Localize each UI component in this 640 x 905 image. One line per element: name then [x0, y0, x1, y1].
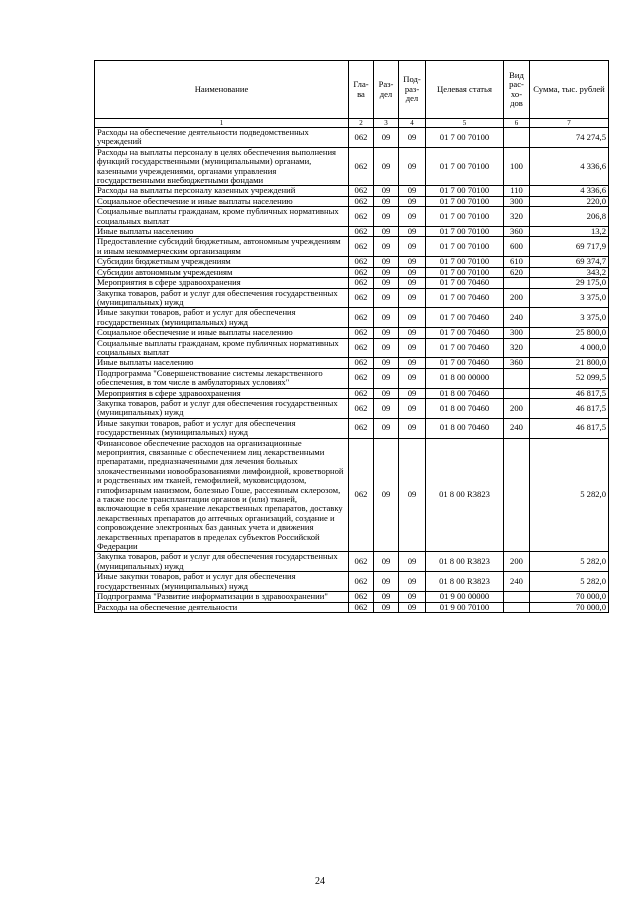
row-podrazdel: 09	[399, 572, 426, 592]
row-expense-type	[504, 438, 530, 552]
column-number: 1	[95, 119, 349, 128]
row-expense-type: 360	[504, 358, 530, 368]
row-podrazdel: 09	[399, 592, 426, 602]
row-expense-type: 240	[504, 572, 530, 592]
row-glava: 062	[349, 368, 374, 388]
table-row	[95, 368, 609, 388]
table-row	[95, 592, 609, 602]
row-podrazdel: 09	[399, 267, 426, 277]
row-sum: 5 282,0	[530, 438, 609, 552]
row-name: Иные выплаты населению	[95, 227, 349, 237]
table-row	[95, 267, 609, 277]
row-glava: 062	[349, 207, 374, 227]
row-podrazdel: 09	[399, 257, 426, 267]
row-razdel: 09	[374, 358, 399, 368]
row-podrazdel: 09	[399, 237, 426, 257]
row-razdel: 09	[374, 398, 399, 418]
row-razdel: 09	[374, 186, 399, 196]
row-name: Субсидии автономным учреждениям	[95, 267, 349, 277]
row-name: Расходы на обеспечение деятельности	[95, 602, 349, 612]
row-expense-type: 610	[504, 257, 530, 267]
row-glava: 062	[349, 227, 374, 237]
row-podrazdel: 09	[399, 418, 426, 438]
row-podrazdel: 09	[399, 288, 426, 308]
row-sum: 5 282,0	[530, 552, 609, 572]
row-name: Расходы на выплаты персоналу казенных учреждений	[95, 186, 349, 196]
row-target-article: 01 7 00 70100	[426, 186, 504, 196]
header-expense-type: Вид рас-хо-дов	[504, 61, 530, 119]
row-expense-type	[504, 278, 530, 288]
row-target-article: 01 7 00 70460	[426, 278, 504, 288]
row-glava: 062	[349, 398, 374, 418]
column-number: 4	[399, 119, 426, 128]
row-glava: 062	[349, 592, 374, 602]
row-razdel: 09	[374, 288, 399, 308]
row-target-article: 01 8 00 70460	[426, 398, 504, 418]
row-expense-type: 110	[504, 186, 530, 196]
table-row	[95, 147, 609, 186]
row-razdel: 09	[374, 602, 399, 612]
row-podrazdel: 09	[399, 602, 426, 612]
row-sum: 46 817,5	[530, 418, 609, 438]
row-razdel: 09	[374, 338, 399, 358]
row-name: Предоставление субсидий бюджетным, автономным учреждениям и иным некоммерческим организациям	[95, 237, 349, 257]
row-sum: 69 717,9	[530, 237, 609, 257]
table-row	[95, 338, 609, 358]
row-name: Субсидии бюджетным учреждениям	[95, 257, 349, 267]
header-glava: Гла-ва	[349, 61, 374, 119]
row-name: Закупка товаров, работ и услуг для обеспечения государственных (муниципальных) нужд	[95, 288, 349, 308]
row-sum: 52 099,5	[530, 368, 609, 388]
row-sum: 70 000,0	[530, 602, 609, 612]
row-sum: 4 336,6	[530, 186, 609, 196]
row-glava: 062	[349, 308, 374, 328]
row-sum: 25 800,0	[530, 328, 609, 338]
table-row	[95, 186, 609, 196]
header-podrazdel: Под-раз-дел	[399, 61, 426, 119]
row-podrazdel: 09	[399, 368, 426, 388]
row-expense-type: 240	[504, 418, 530, 438]
row-expense-type: 100	[504, 147, 530, 186]
row-target-article: 01 7 00 70100	[426, 237, 504, 257]
row-sum: 69 374,7	[530, 257, 609, 267]
row-target-article: 01 7 00 70460	[426, 308, 504, 328]
row-target-article: 01 7 00 70100	[426, 128, 504, 148]
row-sum: 46 817,5	[530, 398, 609, 418]
table-row	[95, 398, 609, 418]
row-target-article: 01 7 00 70100	[426, 196, 504, 206]
row-sum: 4 336,6	[530, 147, 609, 186]
table-row	[95, 358, 609, 368]
row-glava: 062	[349, 572, 374, 592]
row-name: Мероприятия в сфере здравоохранения	[95, 388, 349, 398]
table-body	[95, 128, 609, 613]
row-glava: 062	[349, 257, 374, 267]
table-row	[95, 237, 609, 257]
row-glava: 062	[349, 602, 374, 612]
row-razdel: 09	[374, 128, 399, 148]
row-expense-type	[504, 368, 530, 388]
row-razdel: 09	[374, 328, 399, 338]
row-podrazdel: 09	[399, 147, 426, 186]
row-glava: 062	[349, 278, 374, 288]
row-name: Иные выплаты населению	[95, 358, 349, 368]
table-row	[95, 552, 609, 572]
row-razdel: 09	[374, 267, 399, 277]
row-target-article: 01 8 00 00000	[426, 368, 504, 388]
row-name: Закупка товаров, работ и услуг для обеспечения государственных (муниципальных) нужд	[95, 552, 349, 572]
header-razdel: Раз-дел	[374, 61, 399, 119]
column-number: 6	[504, 119, 530, 128]
row-glava: 062	[349, 338, 374, 358]
row-expense-type	[504, 602, 530, 612]
row-expense-type: 320	[504, 338, 530, 358]
row-razdel: 09	[374, 572, 399, 592]
row-sum: 46 817,5	[530, 388, 609, 398]
row-razdel: 09	[374, 388, 399, 398]
table-row	[95, 257, 609, 267]
row-glava: 062	[349, 186, 374, 196]
row-target-article: 01 8 00 R3823	[426, 572, 504, 592]
row-target-article: 01 7 00 70460	[426, 288, 504, 308]
table-row	[95, 278, 609, 288]
row-target-article: 01 7 00 70460	[426, 358, 504, 368]
row-razdel: 09	[374, 368, 399, 388]
table-row	[95, 308, 609, 328]
table-row	[95, 128, 609, 148]
row-podrazdel: 09	[399, 552, 426, 572]
table-row	[95, 328, 609, 338]
row-glava: 062	[349, 267, 374, 277]
row-name: Социальные выплаты гражданам, кроме публичных нормативных социальных выплат	[95, 207, 349, 227]
row-target-article: 01 8 00 R3823	[426, 552, 504, 572]
table-row	[95, 572, 609, 592]
row-sum: 5 282,0	[530, 572, 609, 592]
budget-table	[94, 60, 609, 613]
row-expense-type: 360	[504, 227, 530, 237]
row-razdel: 09	[374, 207, 399, 227]
row-name: Закупка товаров, работ и услуг для обеспечения государственных (муниципальных) нужд	[95, 398, 349, 418]
row-target-article: 01 9 00 00000	[426, 592, 504, 602]
row-razdel: 09	[374, 147, 399, 186]
table-header	[95, 61, 609, 128]
row-podrazdel: 09	[399, 128, 426, 148]
row-target-article: 01 7 00 70100	[426, 207, 504, 227]
row-glava: 062	[349, 288, 374, 308]
row-glava: 062	[349, 237, 374, 257]
row-glava: 062	[349, 418, 374, 438]
row-podrazdel: 09	[399, 186, 426, 196]
row-target-article: 01 8 00 70460	[426, 418, 504, 438]
row-target-article: 01 9 00 70100	[426, 602, 504, 612]
row-razdel: 09	[374, 257, 399, 267]
row-target-article: 01 8 00 70460	[426, 388, 504, 398]
row-expense-type	[504, 388, 530, 398]
table-row	[95, 418, 609, 438]
row-name: Социальные выплаты гражданам, кроме публичных нормативных социальных выплат	[95, 338, 349, 358]
table-row	[95, 227, 609, 237]
row-glava: 062	[349, 147, 374, 186]
row-glava: 062	[349, 388, 374, 398]
row-podrazdel: 09	[399, 398, 426, 418]
row-sum: 4 000,0	[530, 338, 609, 358]
row-sum: 70 000,0	[530, 592, 609, 602]
header-target-article: Целевая статья	[426, 61, 504, 119]
row-razdel: 09	[374, 278, 399, 288]
row-sum: 74 274,5	[530, 128, 609, 148]
row-target-article: 01 7 00 70460	[426, 338, 504, 358]
row-sum: 220,0	[530, 196, 609, 206]
table-row	[95, 288, 609, 308]
row-name: Социальное обеспечение и иные выплаты населению	[95, 196, 349, 206]
table-row	[95, 602, 609, 612]
header-row	[95, 61, 609, 119]
row-target-article: 01 7 00 70100	[426, 257, 504, 267]
row-expense-type: 300	[504, 196, 530, 206]
table-row	[95, 196, 609, 206]
row-razdel: 09	[374, 592, 399, 602]
row-glava: 062	[349, 552, 374, 572]
row-name: Подпрограмма "Развитие информатизации в здравоохранении"	[95, 592, 349, 602]
row-podrazdel: 09	[399, 207, 426, 227]
row-sum: 21 800,0	[530, 358, 609, 368]
row-podrazdel: 09	[399, 358, 426, 368]
row-glava: 062	[349, 438, 374, 552]
row-target-article: 01 7 00 70460	[426, 328, 504, 338]
table-row	[95, 438, 609, 552]
row-glava: 062	[349, 358, 374, 368]
header-sum: Сумма, тыс. рублей	[530, 61, 609, 119]
row-name: Иные закупки товаров, работ и услуг для обеспечения государственных (муниципальных) нужд	[95, 308, 349, 328]
column-number: 7	[530, 119, 609, 128]
row-name: Подпрограмма "Совершенствование системы лекарственного обеспечения, в том числе в амбулаторных условиях"	[95, 368, 349, 388]
column-number: 5	[426, 119, 504, 128]
row-glava: 062	[349, 196, 374, 206]
row-name: Расходы на обеспечение деятельности подведомственных учреждений	[95, 128, 349, 148]
row-razdel: 09	[374, 438, 399, 552]
row-podrazdel: 09	[399, 328, 426, 338]
row-sum: 343,2	[530, 267, 609, 277]
row-name: Иные закупки товаров, работ и услуг для обеспечения государственных (муниципальных) нужд	[95, 418, 349, 438]
row-target-article: 01 7 00 70100	[426, 227, 504, 237]
header-name: Наименование	[95, 61, 349, 119]
row-name: Иные закупки товаров, работ и услуг для обеспечения государственных (муниципальных) нужд	[95, 572, 349, 592]
row-glava: 062	[349, 328, 374, 338]
row-target-article: 01 8 00 R3823	[426, 438, 504, 552]
row-razdel: 09	[374, 227, 399, 237]
row-podrazdel: 09	[399, 278, 426, 288]
row-podrazdel: 09	[399, 227, 426, 237]
row-expense-type: 200	[504, 552, 530, 572]
row-expense-type	[504, 128, 530, 148]
row-podrazdel: 09	[399, 338, 426, 358]
row-name: Расходы на выплаты персоналу в целях обеспечения выполнения функций государственными (муниципальными) органами, казенными учреждениями, органами управления государственными внебюджетными фондами	[95, 147, 349, 186]
row-razdel: 09	[374, 308, 399, 328]
column-number: 2	[349, 119, 374, 128]
row-podrazdel: 09	[399, 388, 426, 398]
row-razdel: 09	[374, 418, 399, 438]
row-glava: 062	[349, 128, 374, 148]
row-expense-type: 200	[504, 398, 530, 418]
row-target-article: 01 7 00 70100	[426, 267, 504, 277]
row-sum: 3 375,0	[530, 288, 609, 308]
row-sum: 206,8	[530, 207, 609, 227]
row-sum: 13,2	[530, 227, 609, 237]
page-number: 24	[315, 876, 325, 887]
row-sum: 3 375,0	[530, 308, 609, 328]
row-expense-type: 300	[504, 328, 530, 338]
row-expense-type: 200	[504, 288, 530, 308]
row-name: Финансовое обеспечение расходов на организационные мероприятия, связанные с обеспечением лиц лекарственными препаратами, предназначенными для лечения больных злокачественными новообразованиями лимфоидной, кроветворной и родственных им тканей, гемофилией, муковисцидозом, гипофизарным нанизмом, болезнью Гоше, рассеянным склерозом, а также после трансплантации органов и (или) тканей, включающие в себя хранение лекарственных препаратов, доставку лекарственных препаратов до аптечных организаций, создание и сопровождение электронных баз данных учета и движения лекарственных препаратов в пределах субъектов Российской Федерации	[95, 438, 349, 552]
row-podrazdel: 09	[399, 438, 426, 552]
row-expense-type	[504, 592, 530, 602]
row-expense-type: 320	[504, 207, 530, 227]
row-razdel: 09	[374, 196, 399, 206]
row-expense-type: 620	[504, 267, 530, 277]
row-target-article: 01 7 00 70100	[426, 147, 504, 186]
row-razdel: 09	[374, 552, 399, 572]
table-row	[95, 207, 609, 227]
row-name: Мероприятия в сфере здравоохранения	[95, 278, 349, 288]
row-expense-type: 600	[504, 237, 530, 257]
row-podrazdel: 09	[399, 308, 426, 328]
column-number-row	[95, 119, 609, 128]
row-expense-type: 240	[504, 308, 530, 328]
row-podrazdel: 09	[399, 196, 426, 206]
row-name: Социальное обеспечение и иные выплаты населению	[95, 328, 349, 338]
table-row	[95, 388, 609, 398]
row-sum: 29 175,0	[530, 278, 609, 288]
column-number: 3	[374, 119, 399, 128]
row-razdel: 09	[374, 237, 399, 257]
